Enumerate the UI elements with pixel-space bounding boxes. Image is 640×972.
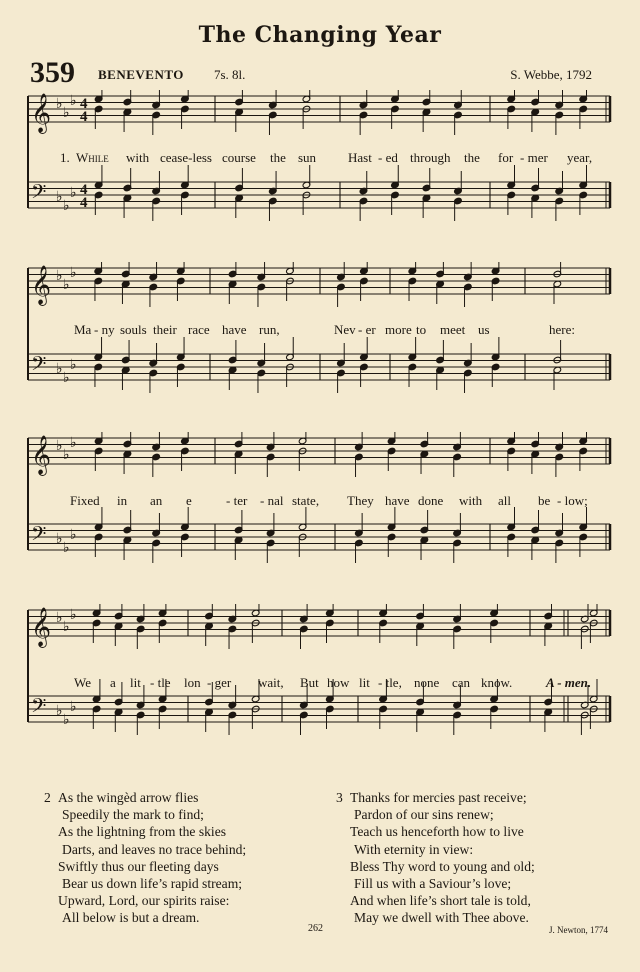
lyric-syllable: more <box>385 322 412 337</box>
flat-icon: ♭ <box>70 527 77 543</box>
verse-line: Upward, Lord, our spirits raise: <box>58 893 230 909</box>
lyric-syllable: lit <box>130 675 141 690</box>
verse-line: As the lightning from the skies <box>58 824 227 840</box>
lyric-syllable: know. <box>481 675 513 690</box>
verse-line: All below is but a dream. <box>62 910 200 926</box>
lyric-syllable: - ny <box>94 322 115 337</box>
lyric-syllable: - nal <box>260 493 284 508</box>
verse-line: With eternity in view: <box>354 841 474 857</box>
flat-icon: ♭ <box>56 531 63 547</box>
lyric-syllable: can <box>452 675 471 690</box>
lyric-syllable: none <box>414 675 440 690</box>
hymn-number: 359 <box>30 56 75 89</box>
lyric-syllable: year, <box>567 150 593 165</box>
lyric-syllable: through <box>410 150 451 165</box>
lyric-syllable: in <box>117 493 128 508</box>
lyric-syllable: to <box>416 322 427 337</box>
lyric-syllable: - mer <box>520 150 548 165</box>
lyric-syllable: state, <box>292 493 320 508</box>
lyric-syllable: done <box>418 493 444 508</box>
lyric-syllable: the <box>464 150 480 165</box>
lyric-syllable: with <box>459 493 483 508</box>
lyric-syllable: - ger <box>207 675 232 690</box>
flat-icon: ♭ <box>63 277 70 293</box>
lyric-syllable: meet <box>440 322 466 337</box>
lyric-syllable: - tle <box>150 675 171 690</box>
text-author: J. Newton, 1774 <box>549 925 608 935</box>
verse-line: Thanks for mercies past receive; <box>350 790 527 805</box>
flat-icon: ♭ <box>70 435 77 451</box>
lyric-syllable: But <box>300 675 319 690</box>
verse-line: Bear us down life’s rapid stream; <box>62 876 243 892</box>
lyric-syllable: an <box>150 493 163 508</box>
flat-icon: ♭ <box>70 265 77 281</box>
flat-icon: ♭ <box>70 607 77 623</box>
lyric-syllable: with <box>126 150 150 165</box>
verse-number: 2 <box>44 790 51 805</box>
lyric-syllable: Nev <box>334 322 356 337</box>
flat-icon: ♭ <box>63 370 70 386</box>
lyric-syllable: course <box>222 150 256 165</box>
lyric-syllable: race <box>188 322 210 337</box>
flat-icon: ♭ <box>63 619 70 635</box>
verse-line: Bless Thy word to young and old; <box>350 858 535 874</box>
lyric-syllable: - low; <box>557 493 588 508</box>
lyric-syllable: - er <box>358 322 376 337</box>
lyric-syllable: lon <box>184 675 201 690</box>
flat-icon: ♭ <box>63 105 70 121</box>
lyric-syllable: sun <box>298 150 317 165</box>
lyric-syllable: here: <box>549 322 575 337</box>
flat-icon: ♭ <box>63 540 70 556</box>
flat-icon: ♭ <box>56 96 63 112</box>
lyric-syllable: While <box>76 150 109 165</box>
verse-line: Darts, and leaves no trace behind; <box>62 841 247 857</box>
lyric-syllable: We <box>74 675 91 690</box>
staff-notation <box>0 604 640 749</box>
lyric-syllable: how <box>327 675 350 690</box>
verse-line: As the wingèd arrow flies <box>58 790 199 805</box>
verse-3 <box>336 789 535 927</box>
lyric-syllable: wait, <box>258 675 284 690</box>
tune-name: BENEVENTO <box>98 67 184 82</box>
lyric-syllable: cease-less <box>160 150 212 165</box>
lyric-syllable: Ma <box>74 322 92 337</box>
flat-icon: ♭ <box>63 712 70 728</box>
lyric-syllable: - ed <box>378 150 398 165</box>
lyric-syllable: run, <box>259 322 280 337</box>
lyric-syllable: lit <box>359 675 370 690</box>
flat-icon: ♭ <box>56 361 63 377</box>
time-signature: 4 <box>80 96 88 112</box>
flat-icon: ♭ <box>70 185 77 201</box>
lyric-syllable: - tle, <box>378 675 402 690</box>
lyric-syllable: - ter <box>226 493 248 508</box>
bass-clef-icon: 𝄢 <box>31 352 47 380</box>
flat-icon: ♭ <box>63 198 70 214</box>
page-number: 262 <box>308 923 323 934</box>
lyric-syllable: for <box>498 150 514 165</box>
verse-line: And when life’s short tale is told, <box>350 893 531 909</box>
amen-text: A - men. <box>546 675 592 690</box>
lyric-syllable: Fixed <box>70 493 100 508</box>
verse-2 <box>44 789 246 927</box>
verse-line: Swiftly thus our fleeting days <box>58 858 219 874</box>
flat-icon: ♭ <box>56 438 63 454</box>
flat-icon: ♭ <box>70 699 77 715</box>
verse-line: Fill us with a Saviour’s love; <box>354 876 512 892</box>
bass-clef-icon: 𝄢 <box>31 180 47 208</box>
flat-icon: ♭ <box>56 610 63 626</box>
flat-icon: ♭ <box>70 93 77 109</box>
lyric-syllable: a <box>110 675 116 690</box>
lyric-syllable: all <box>498 493 511 508</box>
verse-number: 1. <box>60 150 70 165</box>
lyric-syllable: have <box>222 322 247 337</box>
lyric-syllable: the <box>270 150 286 165</box>
verse-line: May we dwell with Thee above. <box>354 910 529 926</box>
time-signature: 4 <box>80 182 88 198</box>
flat-icon: ♭ <box>56 268 63 284</box>
verse-line: Speedily the mark to find; <box>62 807 204 823</box>
flat-icon: ♭ <box>70 357 77 373</box>
lyric-syllable: have <box>385 493 410 508</box>
treble-clef-icon: 𝄞 <box>31 435 52 475</box>
bass-clef-icon: 𝄢 <box>31 522 47 550</box>
treble-clef-icon: 𝄞 <box>31 265 52 305</box>
lyric-syllable: be <box>538 493 551 508</box>
hymn-title: The Changing Year <box>198 22 442 48</box>
lyric-syllable: They <box>347 493 374 508</box>
time-signature: 4 <box>80 109 88 125</box>
lyric-syllable: us <box>478 322 490 337</box>
meter: 7s. 8l. <box>214 67 246 82</box>
lyric-syllable: souls <box>120 322 147 337</box>
flat-icon: ♭ <box>56 703 63 719</box>
treble-clef-icon: 𝄞 <box>31 607 52 647</box>
music-system-4 <box>0 604 640 749</box>
lyric-syllable: e <box>186 493 192 508</box>
treble-clef-icon: 𝄞 <box>31 93 52 133</box>
flat-icon: ♭ <box>56 189 63 205</box>
flat-icon: ♭ <box>63 447 70 463</box>
lyric-syllable: Hast <box>348 150 372 165</box>
time-signature: 4 <box>80 195 88 211</box>
lyric-syllable: their <box>153 322 177 337</box>
bass-clef-icon: 𝄢 <box>31 694 47 722</box>
verse-line: Pardon of our sins renew; <box>354 807 494 823</box>
verse-number: 3 <box>336 790 343 805</box>
composer: S. Webbe, 1792 <box>510 67 592 82</box>
verse-line: Teach us henceforth how to live <box>350 824 524 840</box>
